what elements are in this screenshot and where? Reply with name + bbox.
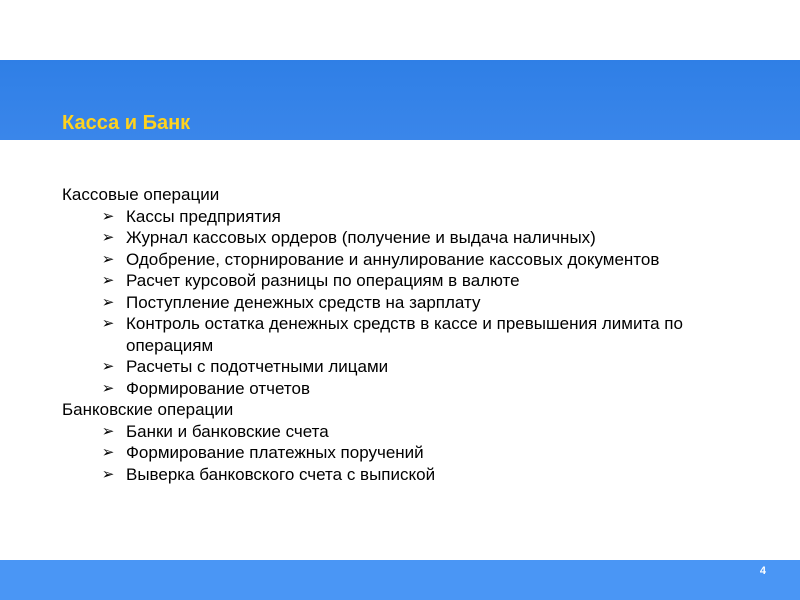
list-item-text: Формирование отчетов bbox=[126, 378, 310, 398]
section-title: Банковские операции bbox=[62, 400, 234, 419]
arrowhead-bullet-icon: ➢ bbox=[101, 206, 115, 225]
arrowhead-bullet-icon: ➢ bbox=[101, 464, 115, 483]
list-item-text: Формирование платежных поручений bbox=[126, 443, 424, 462]
list-item bbox=[100, 464, 702, 486]
arrowhead-bullet-icon: ➢ bbox=[101, 314, 115, 332]
list-item-text: Контроль остатка денежных средств в кассе и превышения лимита по операциям bbox=[126, 314, 683, 355]
list-item-text: Одобрение, сторнирование и аннулирование кассовых документов bbox=[126, 249, 660, 269]
arrowhead-bullet-icon: ➢ bbox=[101, 292, 115, 311]
list-item bbox=[100, 442, 702, 464]
list-item bbox=[100, 270, 702, 292]
arrowhead-bullet-icon: ➢ bbox=[101, 271, 115, 289]
list-item bbox=[100, 206, 702, 228]
list-item-text: Расчет курсовой разницы по операциям в валюте bbox=[126, 271, 520, 290]
section-bank bbox=[62, 399, 702, 485]
list-item-text: Выверка банковского счета с выпиской bbox=[126, 464, 436, 484]
list-item bbox=[100, 378, 702, 400]
page-number: 4 bbox=[759, 565, 766, 577]
footer-band bbox=[0, 560, 800, 600]
list-item-text: Журнал кассовых ордеров (получение и выдача наличных) bbox=[126, 228, 596, 247]
list-item bbox=[100, 292, 702, 314]
list-item-text: Банки и банковские счета bbox=[126, 421, 329, 441]
arrowhead-bullet-icon: ➢ bbox=[101, 421, 115, 440]
bullet-list bbox=[62, 421, 702, 486]
list-item bbox=[100, 249, 702, 271]
section-title: Кассовые операции bbox=[62, 185, 220, 204]
list-item bbox=[100, 313, 702, 356]
arrowhead-bullet-icon: ➢ bbox=[101, 378, 115, 397]
list-item-text: Поступление денежных средств на зарплату bbox=[126, 292, 481, 312]
list-item-text: Кассы предприятия bbox=[126, 206, 281, 226]
list-item bbox=[100, 356, 702, 378]
list-item bbox=[100, 227, 702, 249]
bullet-list bbox=[62, 206, 702, 400]
list-item bbox=[100, 421, 702, 443]
arrowhead-bullet-icon: ➢ bbox=[101, 443, 115, 461]
arrowhead-bullet-icon: ➢ bbox=[101, 357, 115, 375]
arrowhead-bullet-icon: ➢ bbox=[101, 249, 115, 268]
section-cash bbox=[62, 184, 702, 399]
list-item-text: Расчеты с подотчетными лицами bbox=[126, 357, 389, 376]
arrowhead-bullet-icon: ➢ bbox=[101, 228, 115, 246]
slide-content bbox=[62, 184, 702, 485]
slide-title: Касса и Банк bbox=[62, 112, 191, 134]
